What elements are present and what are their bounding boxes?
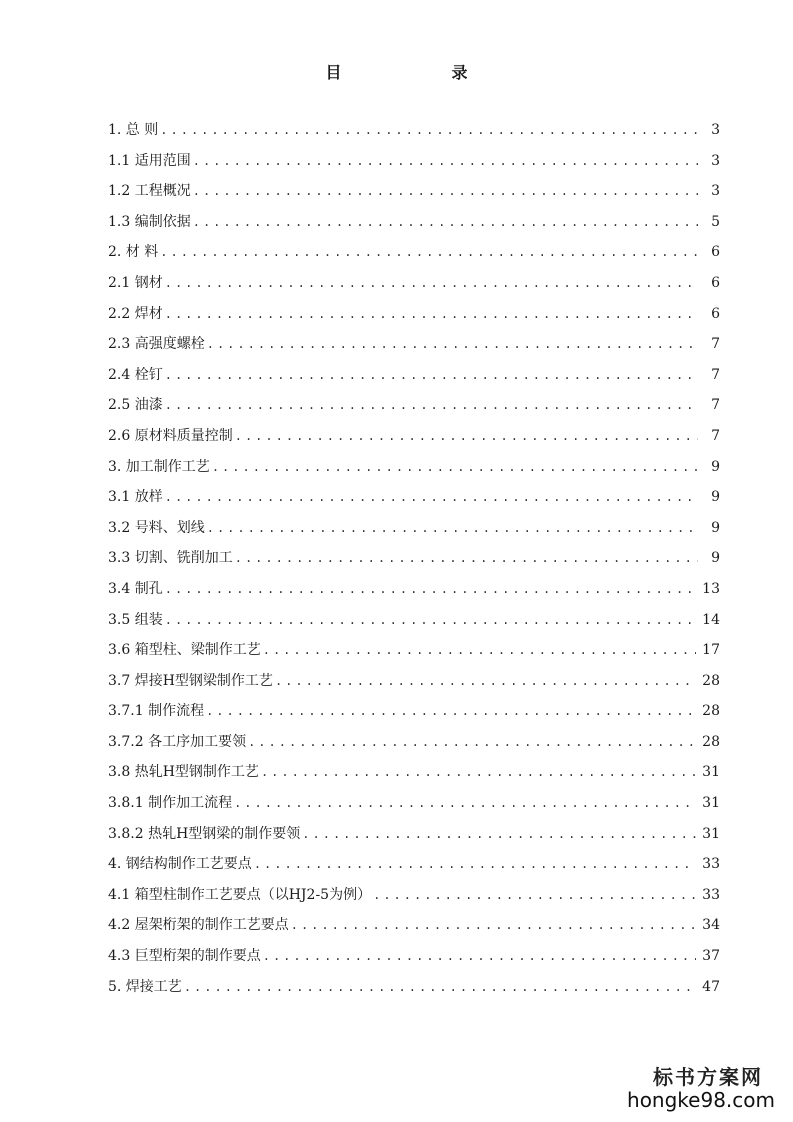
toc-entry-label: 3.3 切割、铣削加工 [108,550,233,567]
toc-leader-dots [207,337,698,351]
toc-entry-page: 7 [711,397,720,414]
toc-leader-dots [263,643,696,657]
toc-entry[interactable] [108,180,720,211]
table-of-contents [108,119,720,1006]
toc-entry[interactable] [108,394,720,425]
toc-leader-dots [291,918,696,932]
toc-entry[interactable] [108,670,720,701]
toc-entry-page: 9 [711,489,720,506]
toc-entry-label: 4.3 巨型桁架的制作要点 [108,948,261,965]
toc-leader-dots [193,215,698,229]
toc-leader-dots [248,735,696,749]
toc-entry-label: 4. 钢结构制作工艺要点 [108,856,252,873]
toc-leader-dots [165,490,698,504]
toc-entry-label: 1.1 适用范围 [108,152,191,169]
toc-entry-label: 3.7.2 各工序加工要领 [108,733,247,750]
toc-entry-page: 5 [711,213,720,230]
toc-entry-label: 1. 总 则 [108,122,159,138]
toc-entry-page: 17 [702,642,720,659]
toc-leader-dots [165,368,698,382]
toc-entry-label: 2.5 油漆 [108,397,163,414]
toc-entry-page: 37 [702,948,720,965]
toc-entry-page: 31 [702,795,720,812]
toc-entry[interactable] [108,853,720,884]
toc-leader-dots [165,582,696,596]
toc-entry-label: 1.2 工程概况 [108,183,191,200]
toc-entry[interactable] [108,272,720,303]
toc-entry-page: 31 [702,764,720,781]
toc-entry[interactable] [108,914,720,945]
toc-entry-label: 2.4 栓钉 [108,366,163,383]
toc-entry[interactable] [108,486,720,517]
toc-entry-label: 3. 加工制作工艺 [108,458,210,475]
toc-entry-label: 3.8 热轧H型钢制作工艺 [108,764,259,781]
watermark-top-text: 标书方案网 [653,1065,763,1089]
page-title: 目 录 [325,63,494,82]
toc-leader-dots [165,613,696,627]
toc-entry[interactable] [108,333,720,364]
toc-entry[interactable] [108,241,720,272]
toc-entry-page: 28 [702,703,720,720]
toc-entry-label: 3.4 制孔 [108,580,163,597]
watermark-logo [627,1061,775,1112]
toc-entry-page: 3 [711,152,720,169]
toc-entry-page: 9 [711,550,720,567]
toc-entry-page: 7 [711,427,720,444]
toc-entry-label: 3.1 放样 [108,489,163,506]
toc-leader-dots [212,460,698,474]
toc-entry-label: 2.3 高强度螺栓 [108,336,205,353]
toc-leader-dots [165,307,698,321]
toc-entry-label: 1.3 编制依据 [108,213,191,230]
toc-entry-label: 2.6 原材料质量控制 [108,427,233,444]
toc-entry[interactable] [108,364,720,395]
toc-leader-dots [261,765,696,779]
toc-entry[interactable] [108,731,720,762]
toc-leader-dots [193,154,698,168]
toc-leader-dots [160,245,698,259]
toc-entry-page: 6 [711,305,720,322]
toc-entry-label: 2. 材 料 [108,244,159,261]
toc-entry-label: 3.8.1 制作加工流程 [108,795,233,812]
toc-entry-page: 9 [711,519,720,536]
toc-leader-dots [165,276,698,290]
toc-entry-page: 33 [702,856,720,873]
toc-entry-label: 5. 焊接工艺 [108,978,182,995]
toc-entry[interactable] [108,547,720,578]
toc-entry-label: 3.5 组装 [108,611,163,628]
toc-leader-dots [254,857,696,871]
toc-entry[interactable] [108,303,720,334]
toc-entry-page: 13 [702,580,720,597]
toc-entry-label: 3.8.2 热轧H型钢梁的制作要领 [108,825,301,842]
toc-entry[interactable] [108,517,720,548]
toc-entry-label: 3.6 箱型柱、梁制作工艺 [108,642,261,659]
toc-entry[interactable] [108,150,720,181]
toc-leader-dots [263,949,696,963]
toc-entry[interactable] [108,211,720,242]
toc-leader-dots [206,704,696,718]
toc-entry[interactable] [108,425,720,456]
toc-entry[interactable] [108,945,720,976]
toc-entry-label: 3.2 号料、划线 [108,519,205,536]
toc-leader-dots [235,551,698,565]
toc-entry[interactable] [108,792,720,823]
toc-entry[interactable] [108,578,720,609]
toc-leader-dots [234,796,696,810]
toc-entry-page: 34 [702,917,720,934]
toc-entry-page: 47 [702,978,720,995]
toc-entry-page: 7 [711,366,720,383]
toc-entry-page: 3 [711,122,720,138]
toc-leader-dots [373,888,696,902]
toc-entry-label: 4.1 箱型柱制作工艺要点（以HJ2-5为例） [108,886,372,903]
toc-leader-dots [235,429,698,443]
toc-entry-page: 33 [702,886,720,903]
toc-leader-dots [160,123,698,137]
toc-entry-page: 3 [711,183,720,200]
toc-leader-dots [184,980,696,994]
toc-leader-dots [275,674,696,688]
watermark-bottom-text: hongke98.com [627,1088,775,1112]
toc-entry-page: 31 [702,825,720,842]
toc-entry[interactable] [108,976,720,1007]
toc-entry-page: 6 [711,274,720,291]
toc-entry[interactable] [108,823,720,854]
toc-entry-page: 6 [711,244,720,261]
toc-entry[interactable] [108,119,720,150]
toc-entry[interactable] [108,639,720,670]
toc-entry[interactable] [108,609,720,640]
toc-entry[interactable] [108,884,720,915]
toc-entry[interactable] [108,456,720,487]
toc-entry-label: 2.2 焊材 [108,305,163,322]
toc-entry-label: 2.1 钢材 [108,274,163,291]
toc-entry-page: 14 [702,611,720,628]
toc-entry-label: 3.7.1 制作流程 [108,703,205,720]
toc-leader-dots [207,521,698,535]
toc-entry[interactable] [108,700,720,731]
toc-entry-page: 7 [711,336,720,353]
toc-leader-dots [302,827,696,841]
toc-leader-dots [165,398,698,412]
toc-entry-label: 4.2 屋架桁架的制作工艺要点 [108,917,289,934]
toc-entry-page: 9 [711,458,720,475]
toc-entry-label: 3.7 焊接H型钢梁制作工艺 [108,672,273,689]
toc-leader-dots [193,184,698,198]
toc-entry-page: 28 [702,733,720,750]
toc-entry[interactable] [108,761,720,792]
toc-entry-page: 28 [702,672,720,689]
